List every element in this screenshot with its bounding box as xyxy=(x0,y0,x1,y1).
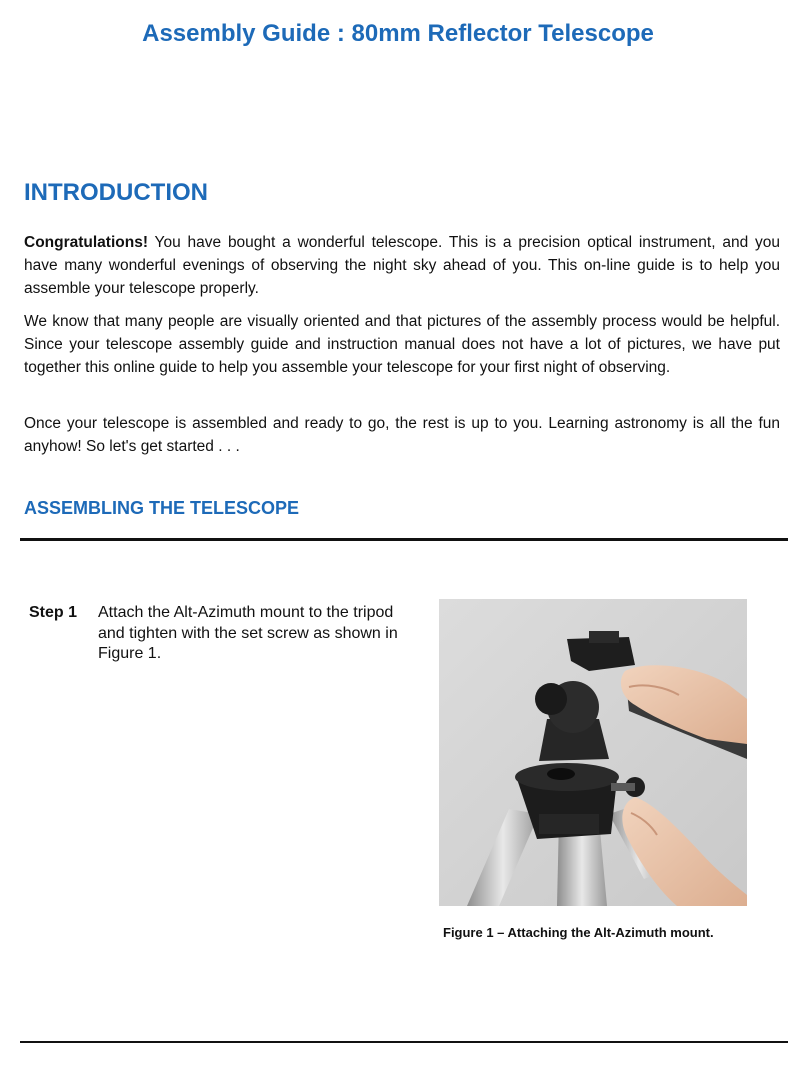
document-title: Assembly Guide : 80mm Reflector Telescope xyxy=(142,20,654,47)
footer-divider xyxy=(20,1041,788,1043)
figure-1-photo xyxy=(439,599,747,906)
intro-paragraph-1 xyxy=(24,231,780,300)
intro-paragraph-3: Once your telescope is assembled and ready to go, the rest is up to you. Learning astronomy is all the fun anyhow! So let's get started . . . xyxy=(24,415,780,455)
intro-paragraph-2: We know that many people are visually oriented and that pictures of the assembly process would be helpful. Since your telescope assembly guide and instruction manual does not have a lot of pictures, we have put together this online guide to help you assemble your telescope for your first night of observing. xyxy=(24,313,780,376)
intro-paragraph-1-body: You have bought a wonderful telescope. This is a precision optical instrument, and you have many wonderful evenings of observing the night sky ahead of you. This on-line guide is to help you assemble your telescope properly. xyxy=(24,234,780,297)
congratulations-lead: Congratulations! xyxy=(24,234,148,251)
section-divider xyxy=(20,538,788,541)
figure-1-caption: Figure 1 – Attaching the Alt-Azimuth mount. xyxy=(443,925,714,940)
tripod-mount-illustration xyxy=(439,599,747,906)
introduction-heading: INTRODUCTION xyxy=(24,179,208,206)
step-1-label: Step 1 xyxy=(29,604,78,621)
assembling-heading: ASSEMBLING THE TELESCOPE xyxy=(24,498,300,518)
step-1-text: Attach the Alt-Azimuth mount to the tripod and tighten with the set screw as shown in Figure 1. xyxy=(98,604,398,662)
